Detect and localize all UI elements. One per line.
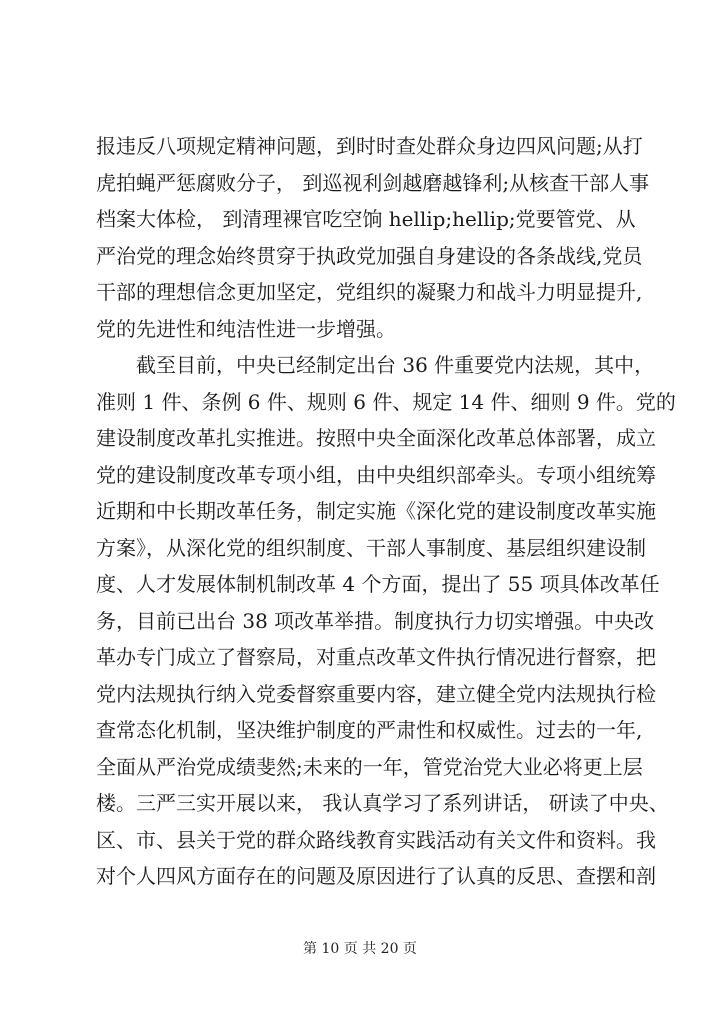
text-line: 虎拍蝇严惩腐败分子， 到巡视利剑越磨越锋利;从核查干部人事 <box>96 170 650 195</box>
text-line: 党的建设制度改革专项小组，由中央组织部牵头。专项小组统筹 <box>96 462 656 487</box>
text-line: 全面从严治党成绩斐然;未来的一年，管党治党大业必将更上层 <box>96 754 643 779</box>
text-line: 近期和中长期改革任务，制定实施《深化党的建设制度改革实施 <box>96 499 656 523</box>
page-number: 第 10 页 共 20 页 <box>303 941 417 957</box>
text-line: 建设制度改革扎实推进。按照中央全面深化改革总体部署，成立 <box>96 426 656 450</box>
text-line: 干部的理想信念更加坚定，党组织的凝聚力和战斗力明显提升, <box>96 280 643 304</box>
text-line: 截至目前，中央已经制定出台 36 件重要党内法规，其中， <box>96 353 655 377</box>
text-line: 方案》，从深化党的组织制度、干部人事制度、基层组织建设制 <box>96 535 646 560</box>
text-line: 革办专门成立了督察局，对重点改革文件执行情况进行督察，把 <box>96 645 656 669</box>
text-line: 党内法规执行纳入党委督察重要内容，建立健全党内法规执行检 <box>96 681 656 706</box>
paragraph-2 <box>96 347 676 895</box>
text-line: 严治党的理念始终贯穿于执政党加强自身建设的各条战线,党员 <box>96 243 643 268</box>
text-line: 准则 1 件、条例 6 件、规则 6 件、规定 14 件、细则 9 件。党的 <box>96 389 676 414</box>
text-line: 查常态化机制，坚决维护制度的严肃性和权威性。过去的一年, <box>96 718 643 742</box>
text-line: 档案大体检， 到清理裸官吃空饷 hellip;hellip;党要管党、从 <box>96 207 636 231</box>
body-text <box>96 128 676 895</box>
text-line: 区、市、县关于党的群众路线教育实践活动有关文件和资料。我 <box>96 827 656 852</box>
text-line: 务，目前已出台 38 项改革举措。制度执行力切实增强。中央改 <box>96 608 655 633</box>
text-line: 报违反八项规定精神问题，到时时查处群众身边四风问题;从打 <box>96 134 643 158</box>
text-line: 党的先进性和纯洁性进一步增强。 <box>96 316 396 341</box>
text-line: 楼。三严三实开展以来， 我认真学习了系列讲话， 研读了中央、 <box>96 791 669 815</box>
page-footer <box>0 938 720 958</box>
text-line: 度、人才发展体制机制改革 4 个方面，提出了 55 项具体改革任 <box>96 572 660 596</box>
text-line: 对个人四风方面存在的问题及原因进行了认真的反思、查摆和剖 <box>96 864 656 888</box>
paragraph-1 <box>96 128 650 347</box>
